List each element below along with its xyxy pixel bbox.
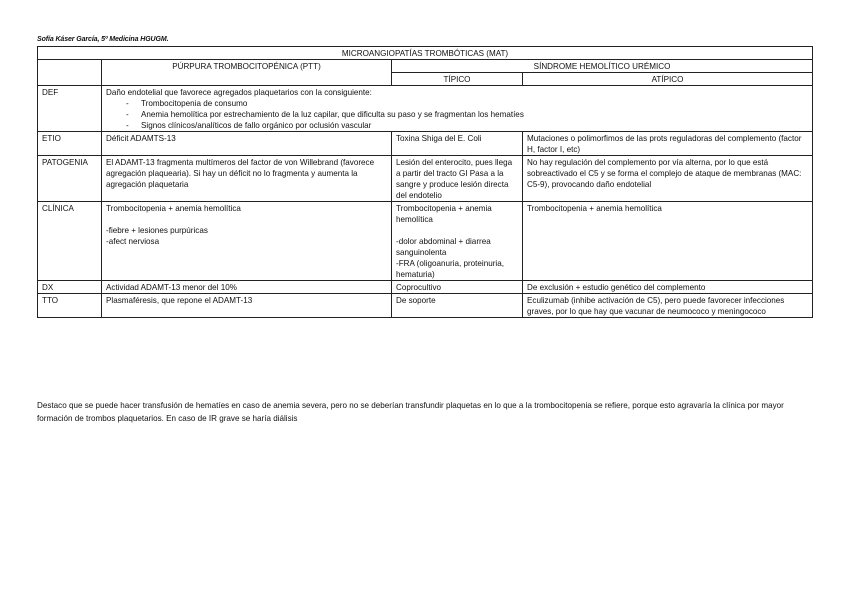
header-row bbox=[38, 60, 813, 73]
row-label-clinica: CLÍNICA bbox=[38, 202, 102, 281]
footnote-paragraph: Destaco que se puede hacer transfusión de hematíes en caso de anemia severa, pero no se deberían transfundir plaquetas en lo que a la trombocitopenia se refiere, porque esto agravaría la clínica por mayor formación de trombos plaquetarios. En caso de IR grave se haría diálisis bbox=[37, 401, 784, 423]
row-clinica bbox=[38, 202, 813, 281]
tto-ptt: Plasmaféresis, que repone el ADAMT-13 bbox=[102, 294, 392, 318]
header-tipico: TÍPICO bbox=[392, 73, 523, 86]
def-cell bbox=[102, 86, 813, 132]
patogenia-tipico: Lesión del enterocito, pues llega a partir del tracto GI Pasa a la sangre y produce lesión directa del endotelio bbox=[392, 156, 523, 202]
header-empty-cell bbox=[38, 60, 102, 86]
patogenia-atipico: No hay regulación del complemento por vía alterna, por lo que está sobreactivado el C5 y se forma el complejo de ataque de membranas (MAC: C5-9), provocando daño endotelial bbox=[523, 156, 813, 202]
etio-atipico: Mutaciones o polimorfimos de las prots reguladoras del complemento (factor H, factor I, etc) bbox=[523, 132, 813, 156]
row-dx bbox=[38, 281, 813, 294]
table-title: MICROANGIOPATÍAS TROMBÓTICAS (MAT) bbox=[38, 47, 813, 60]
clinica-ptt-extra: -fiebre + lesiones purpúricas bbox=[106, 226, 208, 235]
clinica-tipico-extra: -FRA (oligoanuria, proteinuria, hematuria) bbox=[396, 259, 504, 279]
clinica-atipico: Trombocitopenia + anemia hemolítica bbox=[523, 202, 813, 281]
row-def bbox=[38, 86, 813, 132]
tto-tipico: De soporte bbox=[392, 294, 523, 318]
row-etio bbox=[38, 132, 813, 156]
clinica-tipico bbox=[392, 202, 523, 281]
row-label-patogenia: PATOGENIA bbox=[38, 156, 102, 202]
mat-table bbox=[37, 46, 813, 318]
etio-ptt: Déficit ADAMTS-13 bbox=[102, 132, 392, 156]
clinica-ptt-extra: -afect nerviosa bbox=[106, 237, 160, 246]
etio-tipico: Toxina Shiga del E. Coli bbox=[392, 132, 523, 156]
row-label-etio: ETIO bbox=[38, 132, 102, 156]
author-line: Sofía Káser García, 5º Medicina HGUGM. bbox=[37, 36, 169, 43]
patogenia-ptt: El ADAMT-13 fragmenta multímeros del factor de von Willebrand (favorece agregación plaquearia). Si hay un déficit no lo fragmenta y aumenta la agregación plaquetaria bbox=[102, 156, 392, 202]
def-item: - Signos clínicos/analíticos de fallo orgánico por oclusión vascular bbox=[126, 120, 808, 131]
header-ptt: PÚRPURA TROMBOCITOPÉNICA (PTT) bbox=[102, 60, 392, 86]
def-item: - Anemia hemolítica por estrechamiento de la luz capilar, que dificulta su paso y se fragmentan los hematíes bbox=[126, 109, 808, 120]
clinica-ptt-main: Trombocitopenia + anemia hemolítica bbox=[106, 204, 241, 213]
row-patogenia bbox=[38, 156, 813, 202]
row-label-def: DEF bbox=[38, 86, 102, 132]
dx-ptt: Actividad ADAMT-13 menor del 10% bbox=[102, 281, 392, 294]
def-list bbox=[106, 98, 808, 131]
clinica-ptt bbox=[102, 202, 392, 281]
def-item: - Trombocitopenia de consumo bbox=[126, 98, 808, 109]
row-label-tto: TTO bbox=[38, 294, 102, 318]
clinica-tipico-main: Trombocitopenia + anemia hemolítica bbox=[396, 204, 492, 224]
header-atipico: ATÍPICO bbox=[523, 73, 813, 86]
dx-tipico: Coprocultivo bbox=[392, 281, 523, 294]
table-title-row bbox=[38, 47, 813, 60]
header-shu: SÍNDROME HEMOLÍTICO URÉMICO bbox=[392, 60, 813, 73]
dx-atipico: De exclusión + estudio genético del complemento bbox=[523, 281, 813, 294]
def-intro: Daño endotelial que favorece agregados plaquetarios con la consiguiente: bbox=[106, 88, 372, 97]
row-label-dx: DX bbox=[38, 281, 102, 294]
tto-atipico: Eculizumab (inhibe activación de C5), pero puede favorecer infecciones graves, por lo que hay que vacunar de neumococo y meningococo bbox=[523, 294, 813, 318]
row-tto bbox=[38, 294, 813, 318]
clinica-tipico-extra: -dolor abdominal + diarrea sanguinolenta bbox=[396, 237, 491, 257]
